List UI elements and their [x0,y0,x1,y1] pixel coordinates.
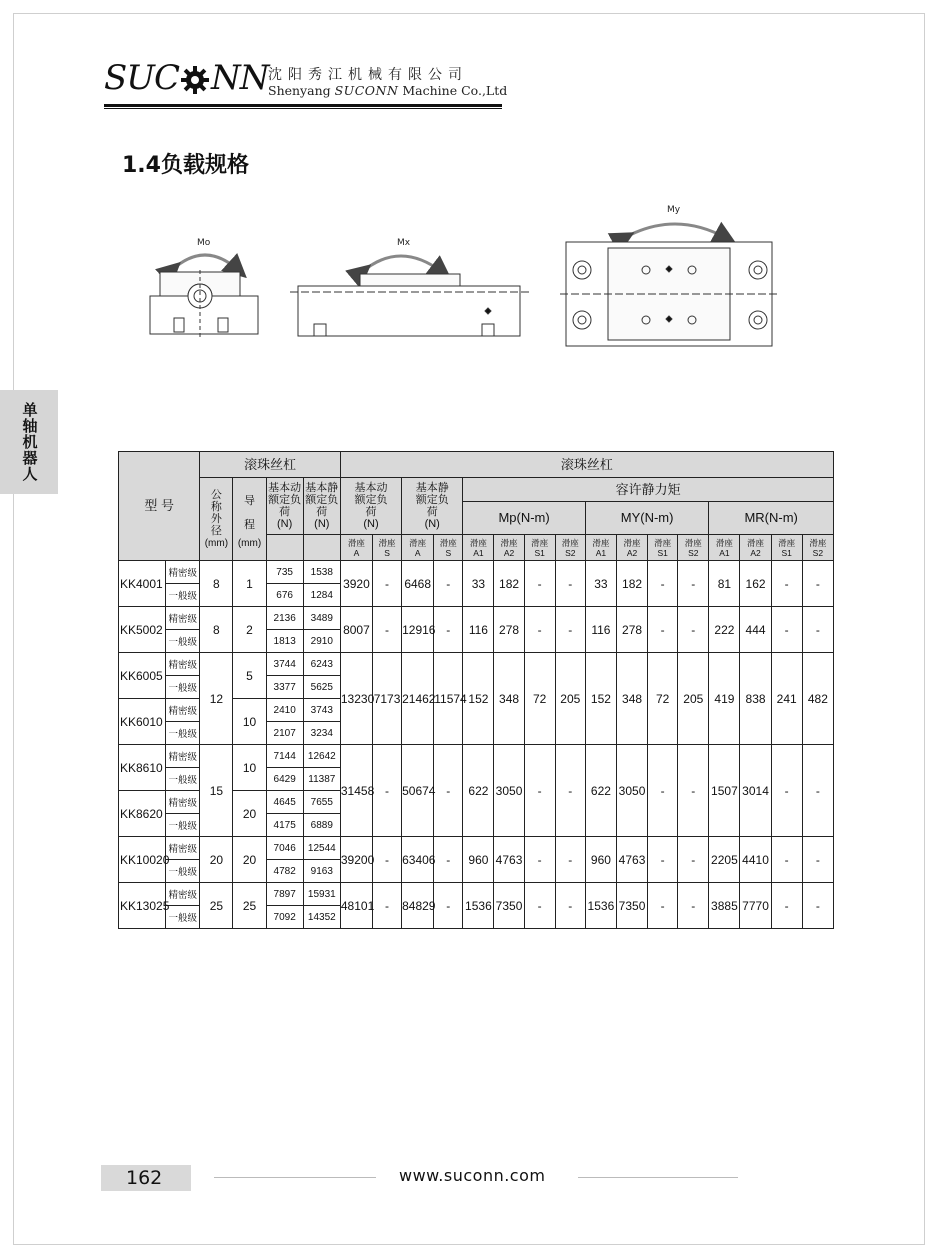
cell: - [524,745,555,837]
suconn-logo: SUC NN [104,58,269,98]
stat-cell: 6889 [303,814,340,837]
header-mr-s1: 滑座 S1 [771,535,802,561]
grade-cell: 一般级 [166,768,200,791]
cell: 116 [463,607,494,653]
cell: - [555,745,585,837]
cell: 348 [616,653,647,745]
grade-cell: 精密级 [166,607,200,630]
dyn-cell: 6429 [266,768,303,791]
cell: 444 [740,607,771,653]
grade-cell: 一般级 [166,814,200,837]
cell: - [648,745,678,837]
cell: - [678,837,709,883]
header-slider-s [303,535,340,561]
cell: 838 [740,653,771,745]
header-rule-thin [104,108,502,109]
cell: - [555,883,585,929]
grade-cell: 精密级 [166,745,200,768]
header-static-load: 基本静额定负荷 (N) [303,478,340,535]
cell: - [434,745,463,837]
grade-cell: 一般级 [166,676,200,699]
stat-cell: 15931 [303,883,340,906]
cell: 31458 [340,745,372,837]
header-mp-a2: 滑座 A2 [494,535,524,561]
header-slider-s-3: 滑座 S [434,535,463,561]
cell: 3014 [740,745,771,837]
table-row [119,561,834,584]
grade-cell: 精密级 [166,791,200,814]
lead-cell: 10 [233,745,266,791]
stat-cell: 5625 [303,676,340,699]
header-slider-a-3: 滑座 A [402,535,434,561]
model-cell: KK8620 [119,791,166,837]
grade-cell: 一般级 [166,630,200,653]
grade-cell: 一般级 [166,722,200,745]
cell: 72 [648,653,678,745]
cell: 33 [463,561,494,607]
cell: - [555,837,585,883]
cell: - [771,837,802,883]
cell: 278 [616,607,647,653]
cell: - [434,561,463,607]
cell: 162 [740,561,771,607]
stat-cell: 1284 [303,584,340,607]
header-ballscrew-2: 滚珠丝杠 [340,452,833,478]
model-cell: KK5002 [119,607,166,653]
cell: 7350 [616,883,647,929]
cell: - [802,607,833,653]
cell: 13230 [340,653,372,745]
stat-cell: 1538 [303,561,340,584]
cell: - [678,561,709,607]
dyn-cell: 3744 [266,653,303,676]
grade-cell: 一般级 [166,584,200,607]
cell: - [434,837,463,883]
side-tab: 单轴机器人 [0,390,58,494]
dyn-cell: 7092 [266,906,303,929]
cell: 205 [555,653,585,745]
grade-cell: 精密级 [166,561,200,584]
lead-cell: 2 [233,607,266,653]
dyn-cell: 2136 [266,607,303,630]
cell: - [524,837,555,883]
stat-cell: 9163 [303,860,340,883]
diameter-cell: 25 [200,883,233,929]
dyn-cell: 3377 [266,676,303,699]
diameter-cell: 15 [200,745,233,837]
cell: 3050 [616,745,647,837]
dyn-cell: 4782 [266,860,303,883]
cell: 222 [709,607,740,653]
stat-cell: 7655 [303,791,340,814]
cell: - [555,607,585,653]
cell: 278 [494,607,524,653]
dyn-cell: 7144 [266,745,303,768]
model-cell: KK4001 [119,561,166,607]
diameter-cell: 12 [200,653,233,745]
table-row [119,883,834,906]
cell: 241 [771,653,802,745]
cell: 72 [524,653,555,745]
model-cell: KK10020 [119,837,166,883]
cell: 7770 [740,883,771,929]
cell: 622 [585,745,616,837]
table-row [119,607,834,630]
stat-cell: 14352 [303,906,340,929]
stat-cell: 12544 [303,837,340,860]
model-cell: KK13025 [119,883,166,929]
dyn-cell: 7897 [266,883,303,906]
cell: - [373,745,402,837]
mo-label: Mo [197,238,211,248]
cell: 11574 [434,653,463,745]
cell: 419 [709,653,740,745]
cell: - [373,607,402,653]
cell: 50674 [402,745,434,837]
header-mr: MR(N-m) [709,502,834,535]
dyn-cell: 1813 [266,630,303,653]
grade-cell: 一般级 [166,860,200,883]
header-rule [104,104,502,107]
stat-cell: 3234 [303,722,340,745]
header-slider-a-2: 滑座 A [340,535,372,561]
cell: - [678,745,709,837]
dyn-cell: 676 [266,584,303,607]
cell: - [802,561,833,607]
grade-cell: 精密级 [166,653,200,676]
stat-cell: 2910 [303,630,340,653]
cell: - [802,745,833,837]
header-mr-s2: 滑座 S2 [802,535,833,561]
cell: - [648,607,678,653]
header-diameter: 公称外径 (mm) [200,478,233,561]
header-my: MY(N-m) [585,502,709,535]
grade-cell: 一般级 [166,906,200,929]
header-mr-a2: 滑座 A2 [740,535,771,561]
cell: 8007 [340,607,372,653]
cell: 348 [494,653,524,745]
stat-cell: 3489 [303,607,340,630]
cell: - [434,883,463,929]
lead-cell: 10 [233,699,266,745]
cell: - [771,561,802,607]
dyn-cell: 4175 [266,814,303,837]
cell: - [524,561,555,607]
dyn-cell: 4645 [266,791,303,814]
load-spec-table [118,451,834,929]
header-mp-s2: 滑座 S2 [555,535,585,561]
dyn-cell: 2410 [266,699,303,722]
header-slider-s-2: 滑座 S [373,535,402,561]
page-number: 162 [126,1167,163,1189]
cell: 48101 [340,883,372,929]
diameter-cell: 8 [200,561,233,607]
header-my-s2: 滑座 S2 [678,535,709,561]
gear-icon [180,65,210,95]
cell: 205 [678,653,709,745]
cell: 1536 [463,883,494,929]
dyn-cell: 2107 [266,722,303,745]
cell: - [373,837,402,883]
cell: 2205 [709,837,740,883]
cell: 7173 [373,653,402,745]
cell: - [648,561,678,607]
cell: 152 [585,653,616,745]
table-row [119,653,834,676]
cell: 960 [463,837,494,883]
table-row [119,745,834,768]
lead-cell: 20 [233,791,266,837]
header-ballscrew: 滚珠丝杠 [200,452,341,478]
footer-divider-right [578,1177,738,1178]
grade-cell: 精密级 [166,699,200,722]
cell: 182 [494,561,524,607]
dyn-cell: 7046 [266,837,303,860]
cell: - [434,607,463,653]
diameter-cell: 8 [200,607,233,653]
cell: - [802,883,833,929]
cell: 7350 [494,883,524,929]
cell: - [373,883,402,929]
cell: 84829 [402,883,434,929]
header-my-a1: 滑座 A1 [585,535,616,561]
cell: 33 [585,561,616,607]
lead-cell: 1 [233,561,266,607]
cell: 21462 [402,653,434,745]
cell: 6468 [402,561,434,607]
cell: - [771,883,802,929]
cell: 1507 [709,745,740,837]
cell: 1536 [585,883,616,929]
cell: 3050 [494,745,524,837]
header-lead: 导程 (mm) [233,478,266,561]
header-mp: Mp(N-m) [463,502,586,535]
cell: 622 [463,745,494,837]
cell: 116 [585,607,616,653]
cell: - [678,607,709,653]
cell: 4763 [494,837,524,883]
cell: 12916 [402,607,434,653]
header-static-load-2: 基本静额定负荷 (N) [402,478,463,535]
cell: 3920 [340,561,372,607]
cell: - [555,561,585,607]
cell: - [373,561,402,607]
cell: - [648,837,678,883]
cell: - [648,883,678,929]
dyn-cell: 735 [266,561,303,584]
footer-url[interactable]: www.suconn.com [399,1166,546,1185]
lead-cell: 25 [233,883,266,929]
stat-cell: 11387 [303,768,340,791]
cell: 3885 [709,883,740,929]
header-my-a2: 滑座 A2 [616,535,647,561]
cell: - [524,883,555,929]
grade-cell: 精密级 [166,883,200,906]
lead-cell: 20 [233,837,266,883]
model-cell: KK6005 [119,653,166,699]
mx-label: Mx [397,238,411,248]
header-moment: 容许静力矩 [463,478,834,502]
cell: 182 [616,561,647,607]
table-row [119,837,834,860]
cell: - [802,837,833,883]
cell: - [524,607,555,653]
model-cell: KK6010 [119,699,166,745]
stat-cell: 12642 [303,745,340,768]
cell: 4410 [740,837,771,883]
cell: 39200 [340,837,372,883]
header-mp-s1: 滑座 S1 [524,535,555,561]
company-name-en: Shenyang SUCONN Machine Co.,Ltd [268,83,508,98]
header-dynamic-load: 基本动额定负荷 (N) [266,478,303,535]
cell: - [678,883,709,929]
cell: 152 [463,653,494,745]
cell: 4763 [616,837,647,883]
cell: 960 [585,837,616,883]
cell: - [771,745,802,837]
cell: - [771,607,802,653]
header-slider-a [266,535,303,561]
header-model: 型 号 [119,452,200,561]
mx-diagram [290,238,530,336]
cell: 482 [802,653,833,745]
mo-diagram [150,238,258,340]
my-label: My [667,205,681,215]
cell: 63406 [402,837,434,883]
header-dynamic-load-2: 基本动额定负荷 (N) [340,478,401,535]
lead-cell: 5 [233,653,266,699]
stat-cell: 3743 [303,699,340,722]
header-mr-a1: 滑座 A1 [709,535,740,561]
header-mp-a1: 滑座 A1 [463,535,494,561]
model-cell: KK8610 [119,745,166,791]
cell: 81 [709,561,740,607]
my-diagram [560,205,780,346]
footer-divider-left [214,1177,376,1178]
stat-cell: 6243 [303,653,340,676]
diameter-cell: 20 [200,837,233,883]
header-my-s1: 滑座 S1 [648,535,678,561]
company-name-cn: 沈阳秀江机械有限公司 [268,67,468,83]
grade-cell: 精密级 [166,837,200,860]
moment-diagrams [130,200,790,360]
section-title: 1.4负载规格 [122,153,249,178]
